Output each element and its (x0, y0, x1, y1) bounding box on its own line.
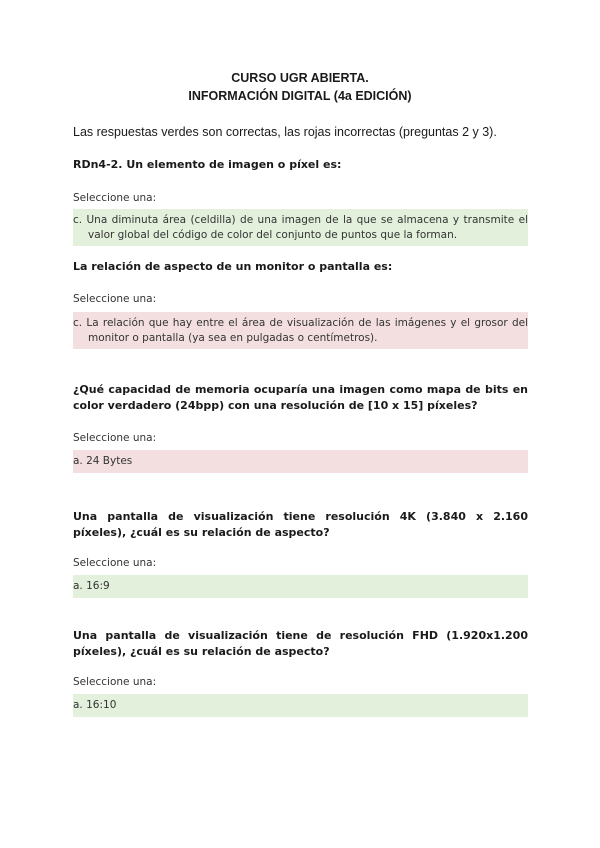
question-text: Una pantalla de visualización tiene de resolución FHD (1.920x1.200 píxeles), ¿cuál es su relación de aspecto? (73, 629, 528, 658)
answer-text: c. Una diminuta área (celdilla) de una imagen de la que se almacena y transmite el valor global del código de color del conjunto de puntos que la forman. (73, 214, 528, 241)
answer-text: c. La relación que hay entre el área de visualización de las imágenes y el grosor del monitor o pantalla (ya sea en pulgadas o centímetros). (73, 317, 528, 344)
answer-correct[interactable] (73, 575, 528, 598)
question-text: ¿Qué capacidad de memoria ocuparía una imagen como mapa de bits en color verdadero (24bpp) con una resolución de [10 x 15] píxeles? (73, 383, 528, 412)
answer-incorrect[interactable] (73, 450, 528, 473)
question-text: La relación de aspecto de un monitor o pantalla es: (73, 260, 393, 273)
answer-incorrect[interactable] (73, 312, 528, 349)
intro-text: Las respuestas verdes son correctas, las rojas incorrectas (preguntas 2 y 3). (73, 125, 497, 139)
select-label: Seleccione una: (73, 293, 157, 305)
answer-text: a. 16:9 (73, 580, 110, 592)
select-label: Seleccione una: (73, 192, 157, 204)
select-label: Seleccione una: (73, 557, 157, 569)
document-title: CURSO UGR ABIERTA. (231, 71, 369, 85)
select-label: Seleccione una: (73, 432, 157, 444)
question-text: RDn4-2. Un elemento de imagen o píxel es: (73, 158, 342, 171)
answer-text: a. 24 Bytes (73, 455, 133, 467)
document-subtitle: INFORMACIÓN DIGITAL (4a EDICIÓN) (188, 89, 412, 103)
answer-correct[interactable] (73, 209, 528, 246)
answer-text: a. 16:10 (73, 699, 117, 711)
question-text: Una pantalla de visualización tiene resolución 4K (3.840 x 2.160 píxeles), ¿cuál es su relación de aspecto? (73, 510, 528, 539)
select-label: Seleccione una: (73, 676, 157, 688)
answer-correct[interactable] (73, 694, 528, 717)
